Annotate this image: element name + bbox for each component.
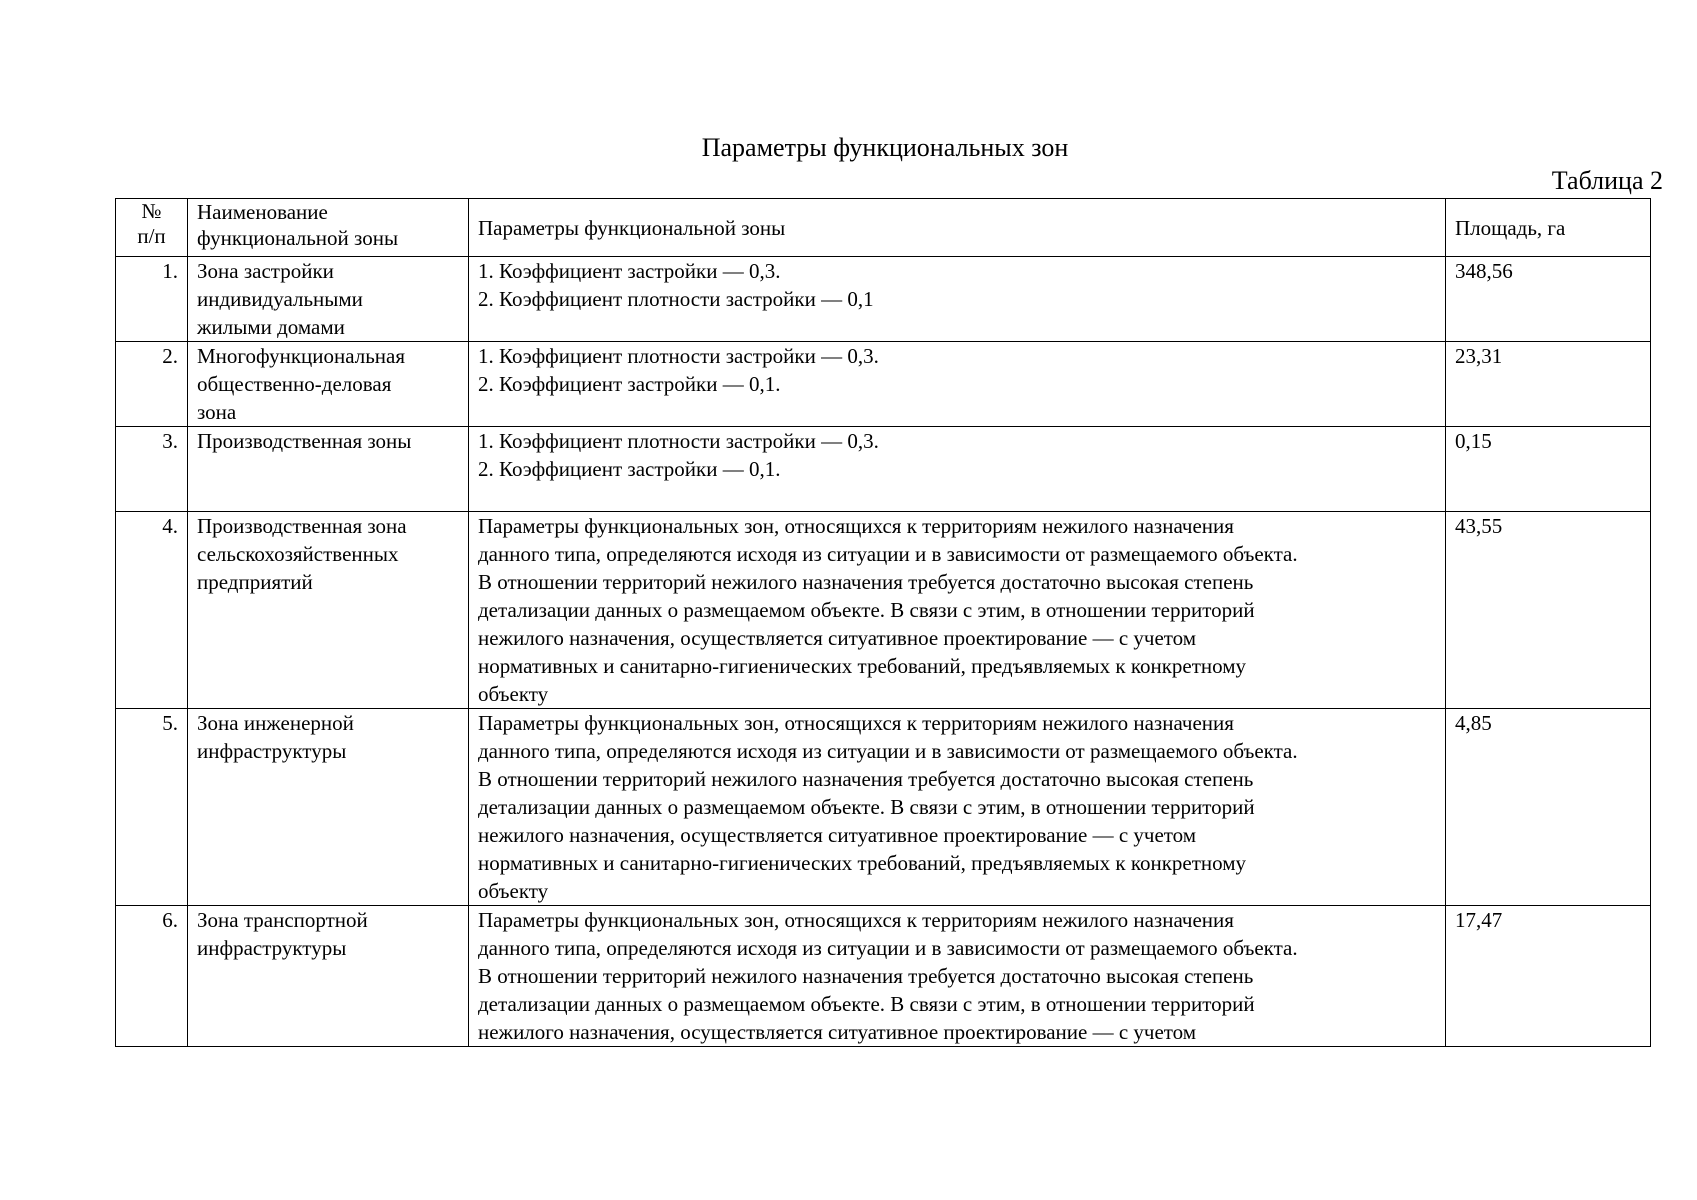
page-title: Параметры функциональных зон	[701, 133, 1069, 162]
row-params: Параметры функциональных зон, относящихся к территориям нежилого назначения данного типа, определяются исходя из ситуации и в зависимости от размещаемого объекта. В отношении территорий нежилого назначения требуется достаточно высокая степень детализации данных о размещаемом объекте. В связи с этим, в отношении территорий нежилого назначения, осуществляется ситуативное проектирование — с учетом	[469, 906, 1446, 1047]
row-zone-name: Многофункциональная общественно-деловая зона	[188, 342, 469, 427]
table-row	[116, 906, 1651, 1047]
table-row	[116, 709, 1651, 906]
table-row	[116, 257, 1651, 342]
table-row	[116, 427, 1651, 512]
row-num: 3.	[116, 427, 188, 512]
row-zone-name: Зона застройки индивидуальными жилыми домами	[188, 257, 469, 342]
row-area: 17,47	[1446, 906, 1651, 1047]
row-num: 6.	[116, 906, 188, 1047]
row-area: 23,31	[1446, 342, 1651, 427]
header-area: Площадь, га	[1446, 199, 1651, 257]
row-num: 2.	[116, 342, 188, 427]
header-params: Параметры функциональной зоны	[469, 199, 1446, 257]
row-area: 348,56	[1446, 257, 1651, 342]
row-params: 1. Коэффициент плотности застройки — 0,3. 2. Коэффициент застройки — 0,1.	[469, 342, 1446, 427]
row-num: 1.	[116, 257, 188, 342]
row-num: 4.	[116, 512, 188, 709]
row-area: 43,55	[1446, 512, 1651, 709]
row-num: 5.	[116, 709, 188, 906]
row-params: 1. Коэффициент плотности застройки — 0,3. 2. Коэффициент застройки — 0,1.	[469, 427, 1446, 512]
table-row	[116, 512, 1651, 709]
header-num: № п/п	[116, 199, 188, 257]
table-label: Таблица 2	[1551, 166, 1663, 195]
row-area: 4,85	[1446, 709, 1651, 906]
table-header-row	[116, 199, 1651, 257]
row-params: Параметры функциональных зон, относящихся к территориям нежилого назначения данного типа, определяются исходя из ситуации и в зависимости от размещаемого объекта. В отношении территорий нежилого назначения требуется достаточно высокая степень детализации данных о размещаемом объекте. В связи с этим, в отношении территорий нежилого назначения, осуществляется ситуативное проектирование — с учетом нормативных и санитарно-гигиенических требований, предъявляемых к конкретному объекту	[469, 512, 1446, 709]
table-row	[116, 342, 1651, 427]
row-zone-name: Зона инженерной инфраструктуры	[188, 709, 469, 906]
row-zone-name: Производственная зоны	[188, 427, 469, 512]
row-params: Параметры функциональных зон, относящихся к территориям нежилого назначения данного типа, определяются исходя из ситуации и в зависимости от размещаемого объекта. В отношении территорий нежилого назначения требуется достаточно высокая степень детализации данных о размещаемом объекте. В связи с этим, в отношении территорий нежилого назначения, осуществляется ситуативное проектирование — с учетом нормативных и санитарно-гигиенических требований, предъявляемых к конкретному объекту	[469, 709, 1446, 906]
row-zone-name: Производственная зона сельскохозяйственных предприятий	[188, 512, 469, 709]
row-area: 0,15	[1446, 427, 1651, 512]
zones-table	[115, 198, 1651, 1047]
row-params: 1. Коэффициент застройки — 0,3. 2. Коэффициент плотности застройки — 0,1	[469, 257, 1446, 342]
row-zone-name: Зона транспортной инфраструктуры	[188, 906, 469, 1047]
header-name: Наименование функциональной зоны	[188, 199, 469, 257]
